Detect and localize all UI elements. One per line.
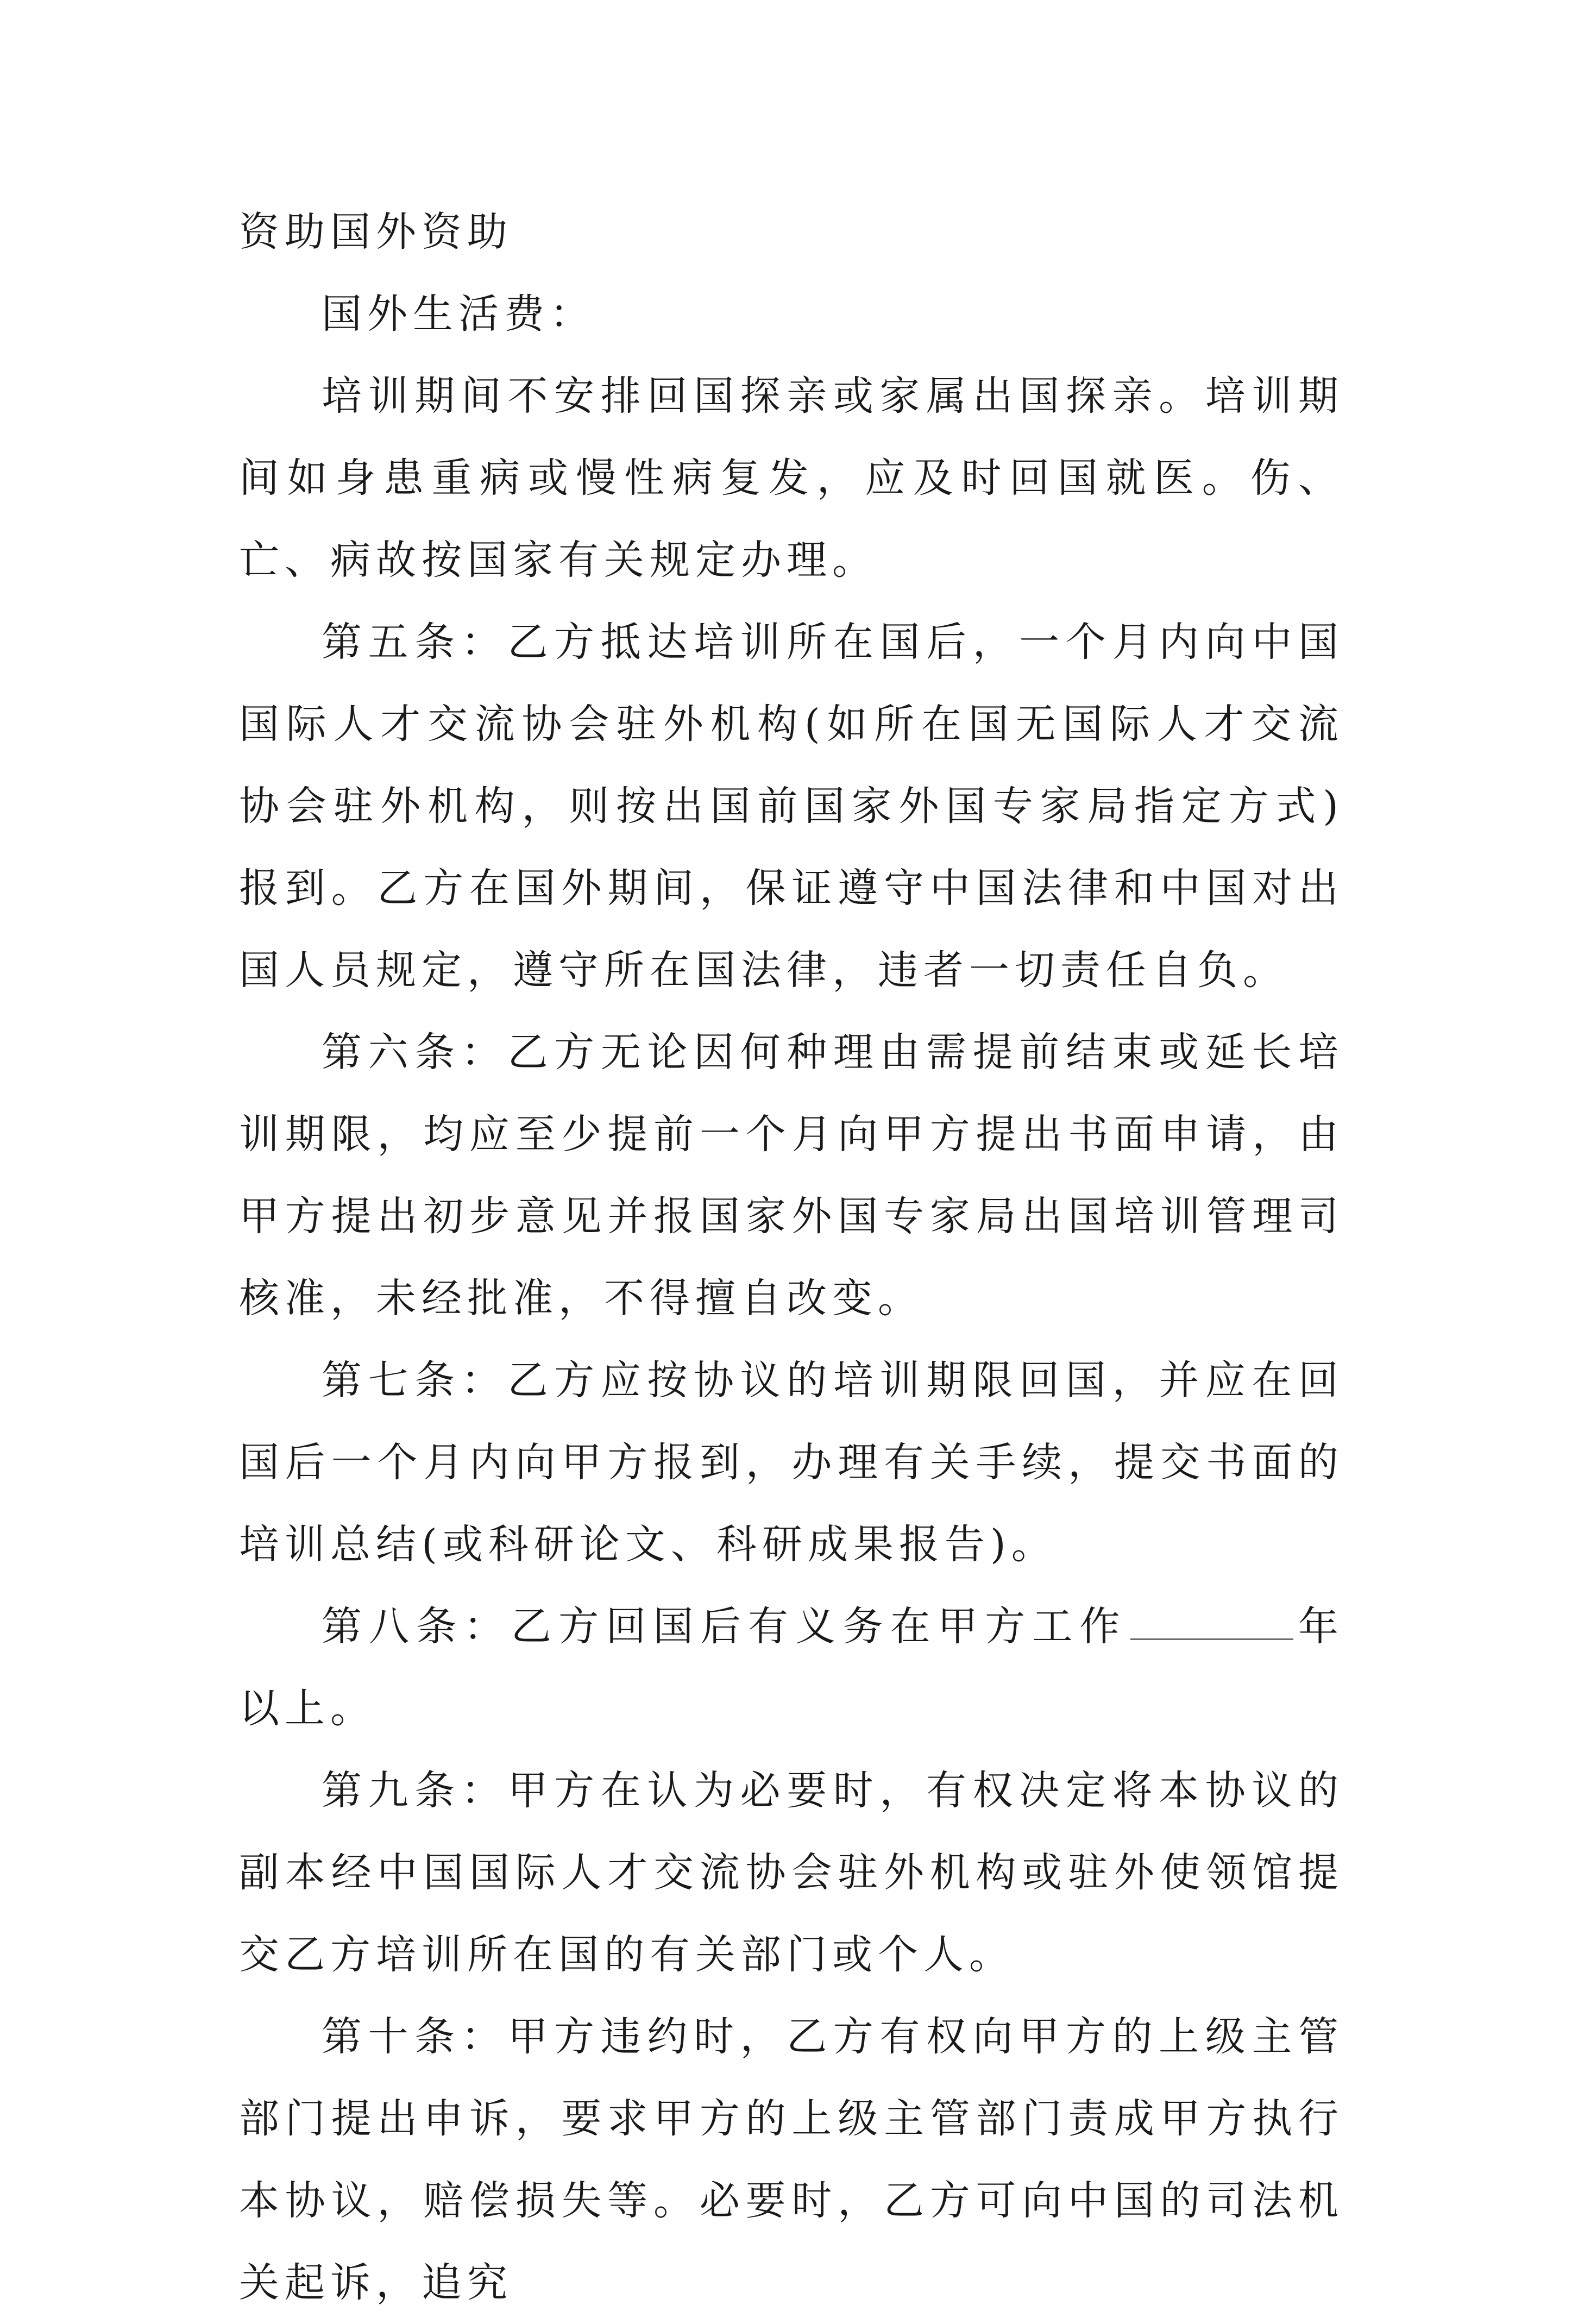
article-8-text-after: 年以上。 <box>239 1603 1344 1732</box>
intro-line: 资助国外资助 <box>239 209 513 255</box>
document-body <box>239 191 1344 2324</box>
training-period-paragraph: 培训期间不安排回国探亲或家属出国探亲。培训期间如身患重病或慢性病复发，应及时回国就医。伤、亡、病故按国家有关规定办理。 <box>239 373 1344 583</box>
article-5: 第五条：乙方抵达培训所在国后，一个月内向中国国际人才交流协会驻外机构(如所在国无国际人才交流协会驻外机构，则按出国前国家外国专家局指定方式)报到。乙方在国外期间，保证遵守中国法律和中国对出国人员规定，遵守所在国法律，违者一切责任自负。 <box>239 619 1344 994</box>
article-7: 第七条：乙方应按协议的培训期限回国，并应在回国后一个月内向甲方报到，办理有关手续，提交书面的培训总结(或科研论文、科研成果报告)。 <box>239 1357 1344 1568</box>
article-6: 第六条：乙方无论因何种理由需提前结束或延长培训期限，均应至少提前一个月向甲方提出书面申请，由甲方提出初步意见并报国家外国专家局出国培训管理司核准，未经批准，不得擅自改变。 <box>239 1029 1344 1322</box>
article-8 <box>239 1586 1344 1750</box>
article-10: 第十条：甲方违约时，乙方有权向甲方的上级主管部门提出申诉，要求甲方的上级主管部门责成甲方执行本协议，赔偿损失等。必要时，乙方可向中国的司法机关起诉，追究 <box>239 2013 1344 2306</box>
living-expenses-heading: 国外生活费： <box>322 291 595 337</box>
article-9: 第九条：甲方在认为必要时，有权决定将本协议的副本经中国国际人才交流协会驻外机构或驻外使领馆提交乙方培训所在国的有关部门或个人。 <box>239 1767 1344 1978</box>
article-8-text-before: 第八条：乙方回国后有义务在甲方工作 <box>322 1603 1127 1650</box>
article-8-years-blank <box>1130 1606 1293 1640</box>
